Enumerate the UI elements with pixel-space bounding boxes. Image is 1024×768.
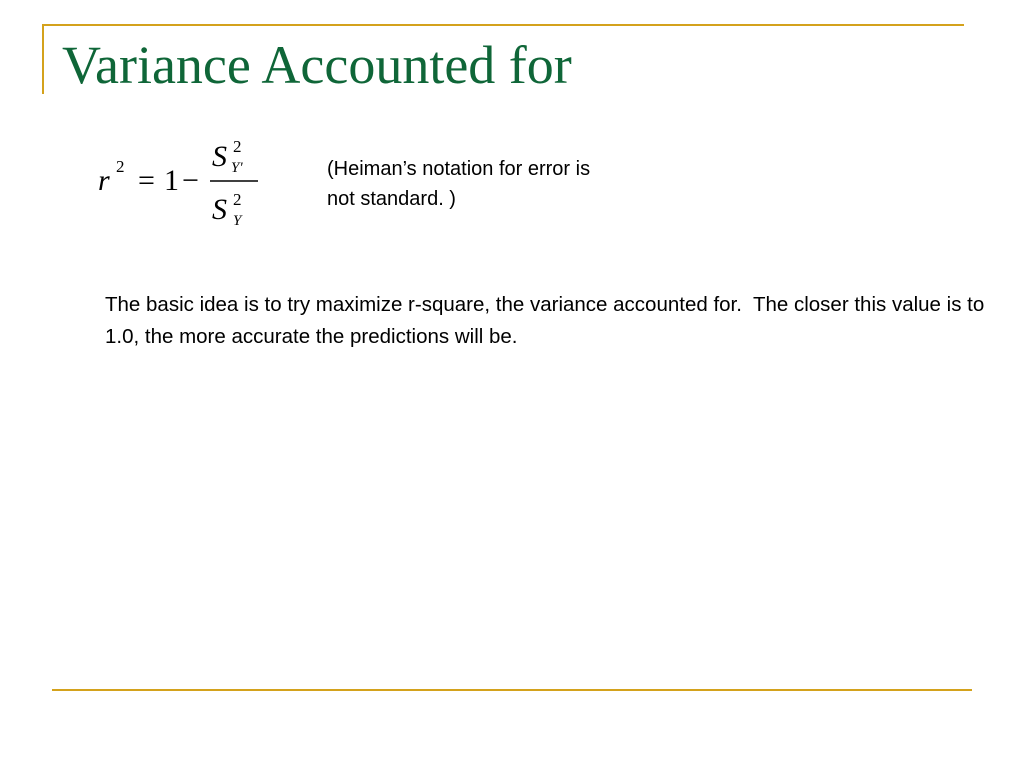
formula-numerator-subscript: Y' — [231, 160, 243, 176]
formula-denominator-s: S — [212, 193, 227, 226]
slide-title: Variance Accounted for — [62, 35, 572, 95]
formula-svg — [92, 128, 272, 238]
top-rule — [42, 24, 964, 26]
body-paragraph: The basic idea is to try maximize r-square, the variance accounted for. The closer this value is to 1.0, the more accurate the predictions will be. — [105, 293, 990, 348]
formula-equals: = — [138, 164, 155, 197]
notation-note: (Heiman’s notation for error is not standard. ) — [327, 158, 591, 210]
formula-denominator-exponent: 2 — [233, 190, 242, 209]
bottom-rule — [52, 689, 972, 691]
r-square-formula — [92, 128, 272, 238]
formula-minus: − — [182, 164, 199, 197]
formula-denominator-subscript: Y — [233, 213, 242, 229]
formula-r-exponent: 2 — [116, 157, 125, 176]
formula-numerator-s: S — [212, 140, 227, 173]
formula-one: 1 — [164, 164, 179, 197]
formula-r: r — [98, 164, 110, 197]
formula-numerator-exponent: 2 — [233, 137, 242, 156]
left-rule — [42, 24, 44, 94]
